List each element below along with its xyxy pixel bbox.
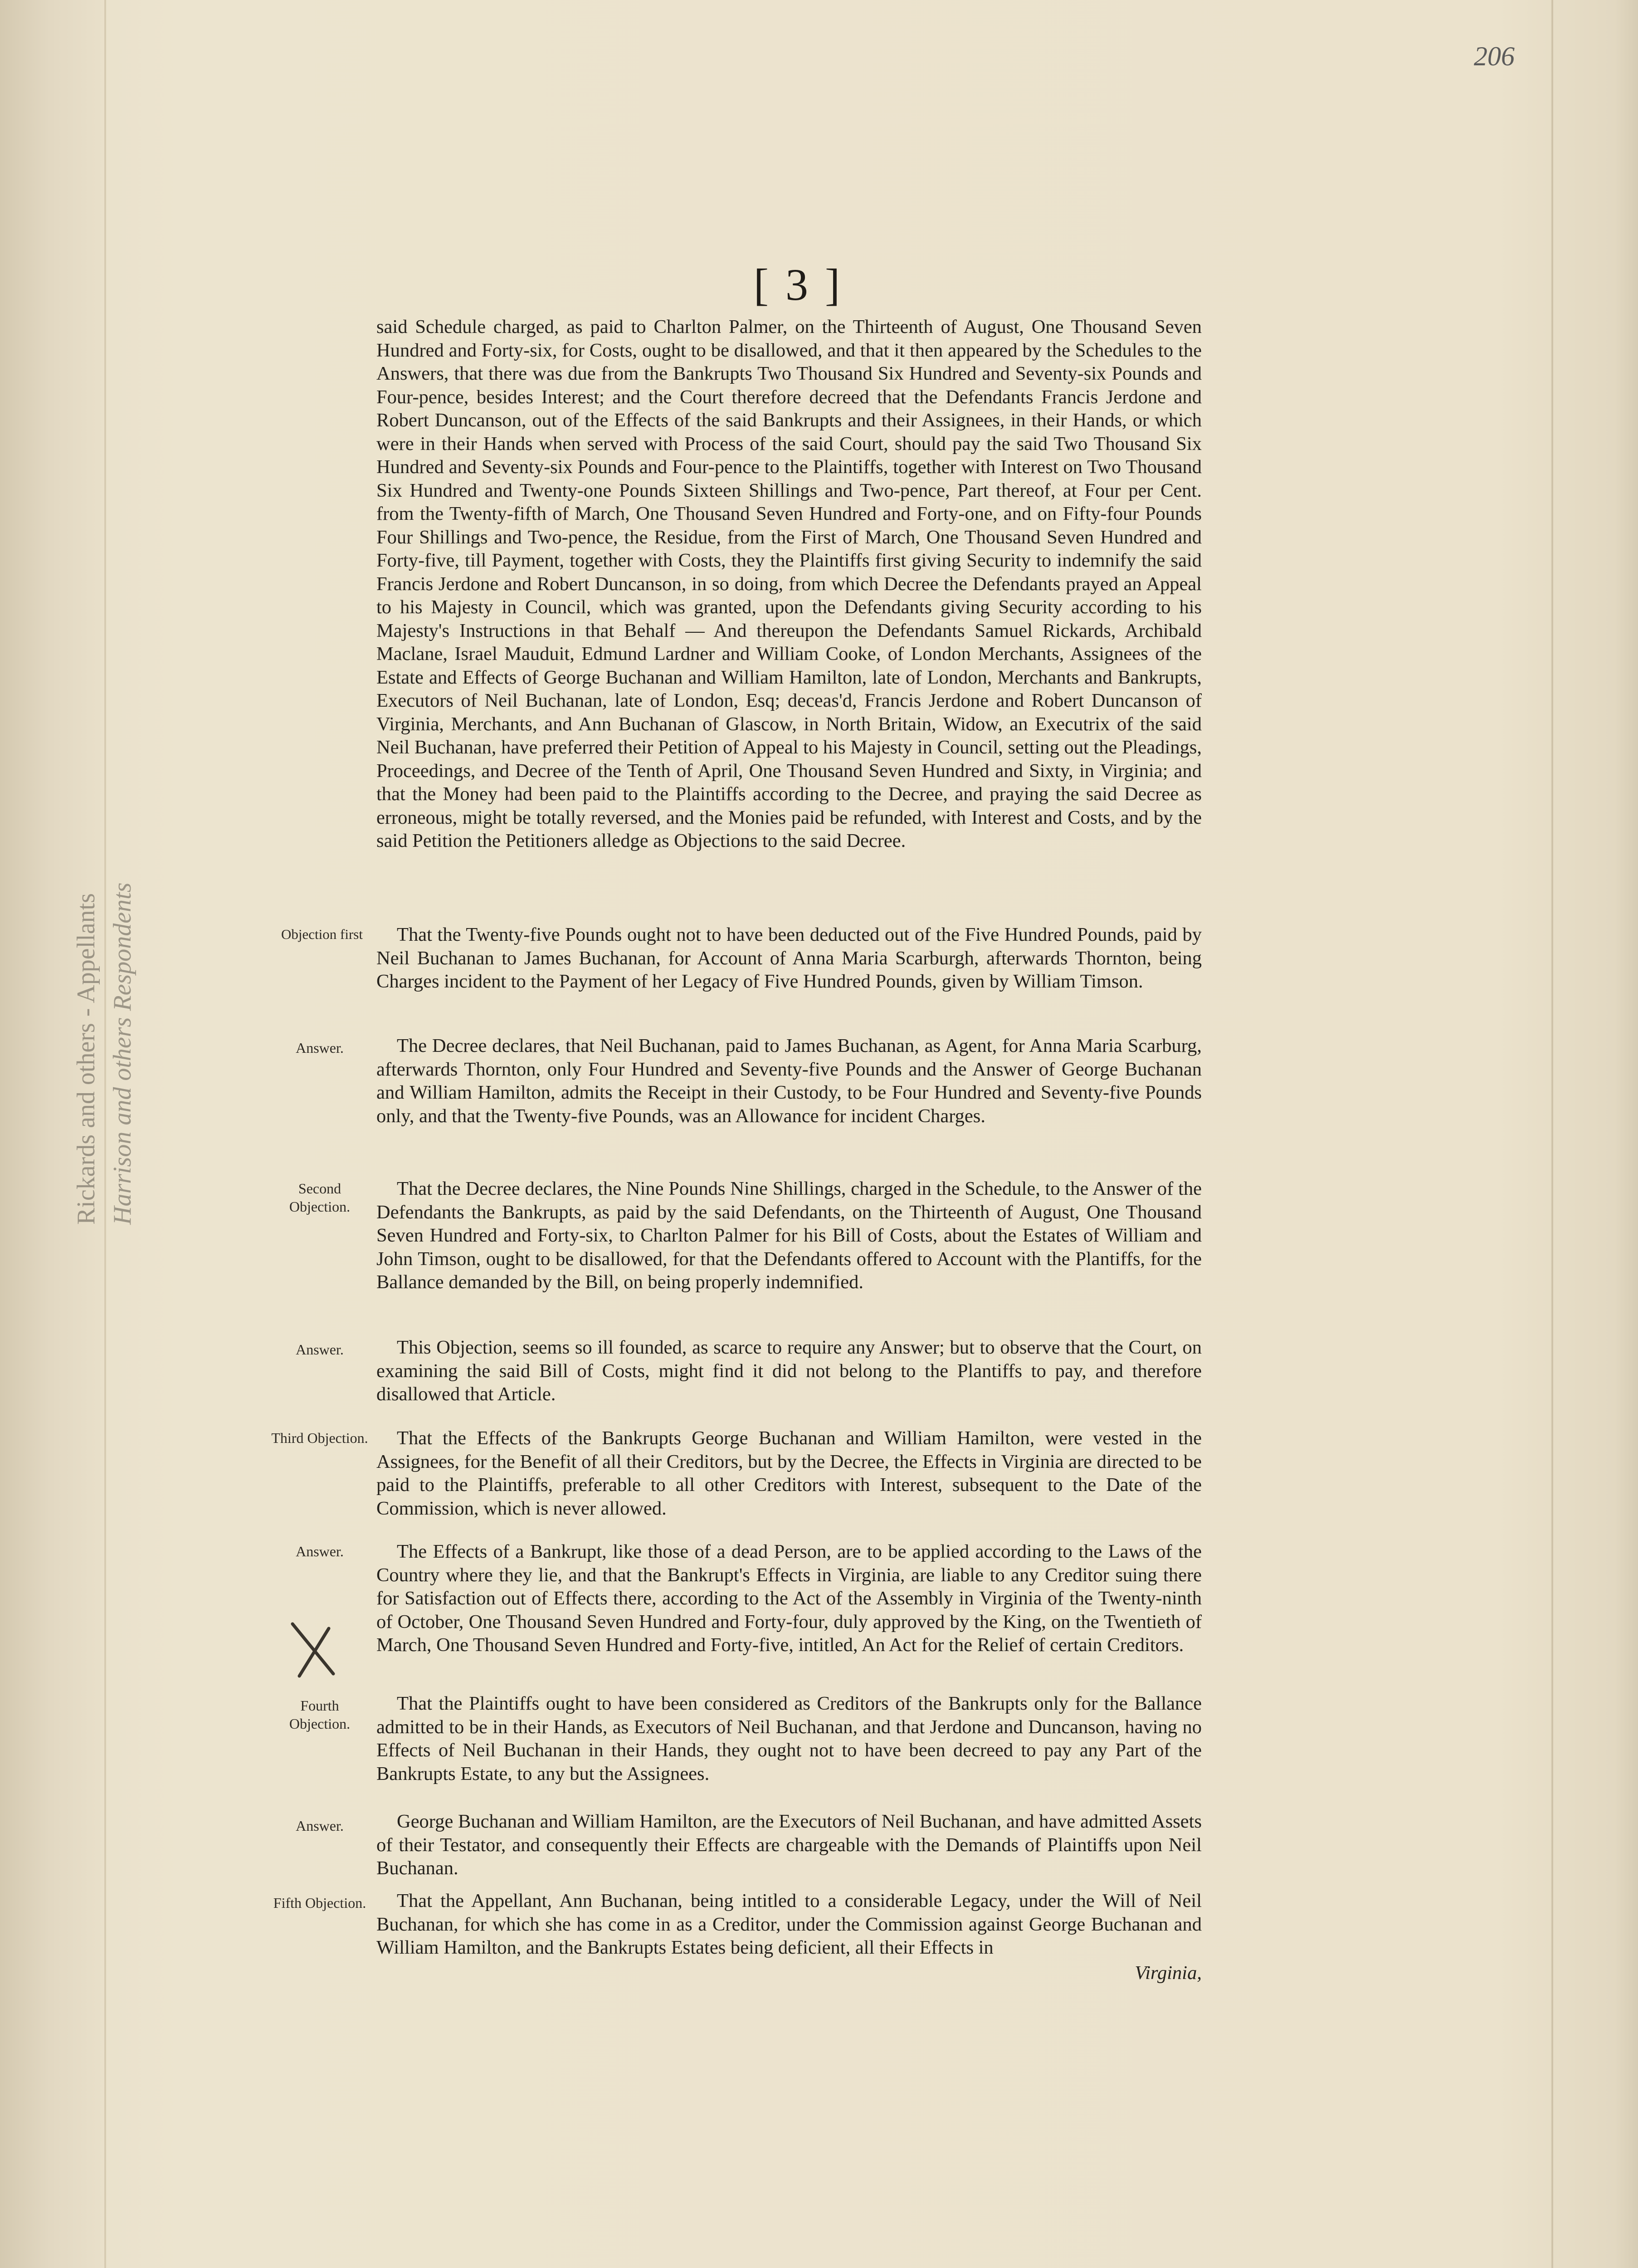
fourth-objection-text: That the Plaintiffs ought to have been considered as Creditors of the Bankrupts only for the Ballance admitted to be in their Hands, as Executors of Neil Buchanan, and that Jerdone and Duncanson, having no Effects of Neil Buchanan in their Hands, they ought not to have been decreed to pay any Part of the Bankrupts Estate, to any but the Assignees. — [376, 1693, 1202, 1784]
page-fold — [1551, 0, 1554, 2268]
answer-4-text: George Buchanan and William Hamilton, are the Executors of Neil Buchanan, and have admitted Assets of their Testator, and consequently their Effects are chargeable with the Demands of Plaintiffs upon Neil Buchanan. — [376, 1811, 1202, 1879]
cross-mark — [279, 1615, 347, 1683]
page-number: [ 3 ] — [753, 259, 843, 310]
opening-paragraph: said Schedule charged, as paid to Charlton Palmer, on the Thirteenth of August, One Thousand Seven Hundred and Forty-six, for Costs, ought to be disallowed, and that it then appeared by the Schedules to the Answers, that there was due from the Bankrupts Two Thousand Six Hundred and Seventy-six Pounds and Four-pence, besides Interest; and the Court therefore decreed that the Defendants Francis Jerdone and Robert Duncanson, out of the Effects of the said Bankrupts and their Assignees, in their Hands, or which were in their Hands when served with Process of the said Court, should pay the said Two Thousand Six Hundred and Seventy-six Pounds and Four-pence to the Plaintiffs, together with Interest on Two Thousand Six Hundred and Twenty-one Pounds Sixteen Shillings and Two-pence, Part thereof, at Four per Cent. from the Twenty-fifth of March, One Thousand Seven Hundred and Forty-one, and on Fifty-four Pounds Four Shillings and Two-pence, the Residue, from the First of March, One Thousand Seven Hundred and Forty-five, till Payment, together with Costs, they the Plaintiffs first giving Security to indemnify the said Francis Jerdone and Robert Duncanson, in so doing, from which Decree the Defendants prayed an Appeal to his Majesty in Council, which was granted, upon the Defendants giving Security according to his Majesty's Instructions in that Behalf — And thereupon the Defendants Samuel Rickards, Archibald Maclane, Israel Mauduit, Edmund Lardner and William Cooke, of London Merchants, Assignees of the Estate and Effects of George Buchanan and William Hamilton, late of London, Merchants and Bankrupts, Executors of Neil Buchanan, late of London, Esq; deceas'd, Francis Jerdone and Robert Duncanson of Virginia, Merchants, and Ann Buchanan of Glascow, in North Britain, Widow, an Executrix of the said Neil Buchanan, have preferred their Petition of Appeal to his Majesty in Council, setting out the Pleadings, Proceedings, and Decree of the Tenth of April, One Thousand Seven Hundred and Sixty, in Virginia; and that the Money had been paid to the Plaintiffs according to the Decree, and praying the said Decree as erroneous, might be totally reversed, and the Monies paid be refunded, with Interest and Costs, and by the said Petition the Petitioners alledge as Objections to the said Decree. — [376, 316, 1202, 851]
catchword: Virginia, — [1135, 1962, 1202, 1984]
margin-label-fourth-objection: Fourth Objection. — [289, 1697, 351, 1732]
bleed-through-endorsement — [68, 635, 186, 1225]
margin-label-second-objection: Second Objection. — [289, 1180, 351, 1215]
endorsement-line-1: Rickards and others - Appellants — [72, 893, 100, 1225]
margin-label-fifth-objection: Fifth Objection. — [273, 1895, 366, 1911]
margin-label-answer-2: Answer. — [296, 1341, 344, 1358]
answer-3-text: The Effects of a Bankrupt, like those of a dead Person, are to be applied according to the Laws of the Country where they lie, and that the Bankrupt's Effects in Virginia, are liable to any Creditor suing there for Satisfaction out of Effects there, according to the Act of the Assembly in Virginia of the Twenty-ninth of October, One Thousand Seven Hundred and Forty-four, duly approved by the King, on the Twentieth of March, One Thousand Seven Hundred and Forty-five, intitled, An Act for the Relief of certain Creditors. — [376, 1541, 1202, 1656]
margin-label-answer-3: Answer. — [296, 1543, 344, 1559]
answer-2-text: This Objection, seems so ill founded, as scarce to require any Answer; but to observe that the Court, on examining the said Bill of Costs, might find it did not belong to the Plantiffs to pay, and therefore disallowed that Article. — [376, 1337, 1202, 1405]
third-objection-text: That the Effects of the Bankrupts George Buchanan and William Hamilton, were vested in the Assignees, for the Benefit of all their Creditors, but by the Decree, the Effects in Virginia are directed to be paid to the Plaintiffs, preferable to all other Creditors with Interest, subsequent to the Date of the Commission, which is never allowed. — [376, 1427, 1202, 1519]
margin-label-third-objection: Third Objection. — [271, 1430, 368, 1446]
margin-label-objection-first: Objection first — [281, 926, 363, 942]
second-objection-text: That the Decree declares, the Nine Pounds Nine Shillings, charged in the Schedule, to the Answer of the Defendants the Bankrupts, as paid by the said Defendants, on the Thirteenth of August, One Thousand Seven Hundred and Forty-six, to Charlton Palmer for his Bill of Costs, about the Estates of William and John Timson, ought to be disallowed, for that the Defendants offered to Account with the Plantiffs, for the Ballance demanded by the Bill, on being properly indemnified. — [376, 1178, 1202, 1293]
endorsement-line-2: Harrison and others Respondents — [108, 882, 136, 1225]
folio-number: 206 — [1474, 41, 1515, 71]
fifth-objection-text: That the Appellant, Ann Buchanan, being intitled to a considerable Legacy, under the Will of Neil Buchanan, for which she has come in as a Creditor, under the Commission against George Buchanan and William Hamilton, and the Bankrupts Estates being deficient, all their Effects in — [376, 1890, 1202, 1958]
objection-first-text: That the Twenty-five Pounds ought not to have been deducted out of the Five Hundred Pounds, paid by Neil Buchanan to James Buchanan, for Account of Anna Maria Scarburgh, afterwards Thornton, being Charges incident to the Payment of her Legacy of Five Hundred Pounds, given by William Timson. — [376, 924, 1202, 992]
answer-1-text: The Decree declares, that Neil Buchanan, paid to James Buchanan, as Agent, for Anna Maria Scarburg, afterwards Thornton, only Four Hundred and Seventy-five Pounds and the Answer of George Buchanan and William Hamilton, admits the Receipt in their Custody, to be Four Hundred and Seventy-five Pounds only, and that the Twenty-five Pounds, was an Allowance for incident Charges. — [376, 1035, 1202, 1127]
margin-label-answer-4: Answer. — [296, 1818, 344, 1834]
margin-label-answer-1: Answer. — [296, 1040, 344, 1056]
